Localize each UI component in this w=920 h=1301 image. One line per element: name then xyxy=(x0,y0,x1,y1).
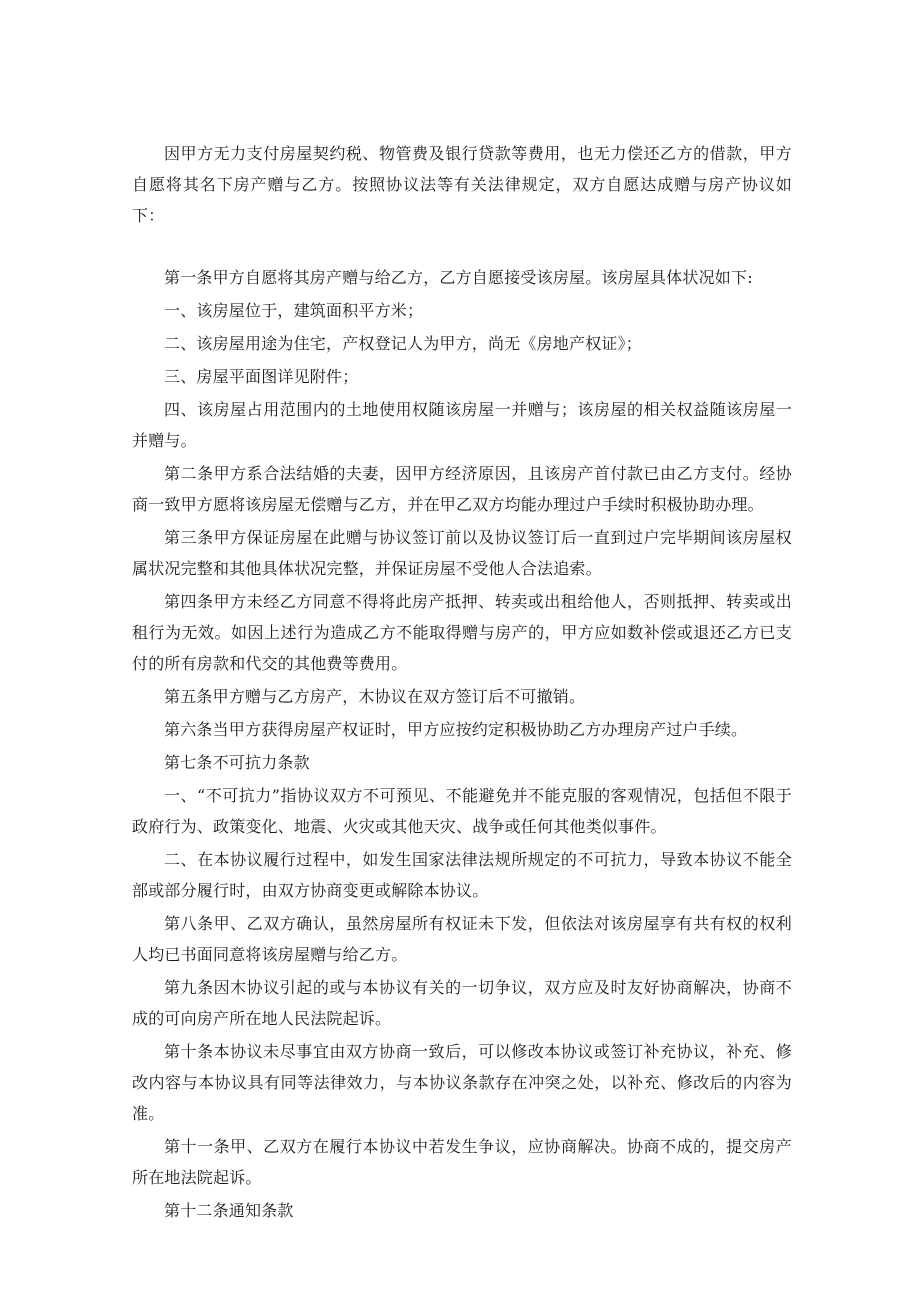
article-6: 第六条当甲方获得房屋产权证时，甲方应按约定积极协助乙方办理房产过户手续。 xyxy=(164,720,748,739)
article-12: 第十二条通知条款 xyxy=(164,1201,294,1220)
article-11: 第十一条甲、乙双方在履行本协议中若发生争议，应协商解决。协商不成的，提交房产所在地法院起诉。 xyxy=(132,1137,792,1187)
article-9: 第九条因木协议引起的或与本协议有关的一切争议，双方应及时友好协商解决，协商不成的可向房产所在地人民法院起诉。 xyxy=(132,978,792,1028)
article-1-item-3: 三、房屋平面图详见附件； xyxy=(164,367,359,386)
article-1-item-1: 一、该房屋位于，建筑面积平方米； xyxy=(164,301,424,320)
document-body xyxy=(132,138,792,1228)
article-2: 第二条甲方系合法结婚的夫妻，因甲方经济原因，且该房产首付款已由乙方支付。经协商一致甲方愿将该房屋无偿赠与乙方，并在甲乙双方均能办理过户手续时积极协助办理。 xyxy=(132,464,792,514)
article-10: 第十条本协议未尽事宜由双方协商一致后，可以修改本协议或签订补充协议，补充、修改内容与本协议具有同等法律效力，与本协议条款存在冲突之处，以补充、修改后的内容为准。 xyxy=(132,1042,792,1123)
article-3: 第三条甲方保证房屋在此赠与协议签订前以及协议签订后一直到过户完毕期间该房屋权属状况完整和其他具体状况完整，并保证房屋不受他人合法追索。 xyxy=(132,528,792,578)
article-7-item-2: 二、在本协议履行过程中，如发生国家法律法规所规定的不可抗力，导致本协议不能全部或部分履行时，由双方协商变更或解除本协议。 xyxy=(132,850,792,900)
intro-paragraph: 因甲方无力支付房屋契约税、物管费及银行贷款等费用，也无力偿还乙方的借款，甲方自愿将其名下房产赠与乙方。按照协议法等有关法律规定，双方自愿达成赠与房产协议如下： xyxy=(132,144,792,225)
article-7-item-1: 一、“不可抗力”指协议双方不可预见、不能避免并不能克服的客观情况，包括但不限于政府行为、政策变化、地震、火灾或其他天灾、战争或任何其他类似事件。 xyxy=(132,786,792,836)
article-1-item-2: 二、该房屋用途为住宅，产权登记人为甲方，尚无《房地产权证》； xyxy=(164,334,643,353)
article-1-item-4: 四、该房屋占用范围内的土地使用权随该房屋一并赠与；该房屋的相关权益随该房屋一并赠与。 xyxy=(132,400,792,450)
article-5: 第五条甲方赠与乙方房产，木协议在双方签订后不可撤销。 xyxy=(164,687,586,706)
article-7: 第七条不可抗力条款 xyxy=(164,753,310,772)
article-8: 第八条甲、乙双方确认，虽然房屋所有权证未下发，但依法对该房屋享有共有权的权利人均已书面同意将该房屋赠与给乙方。 xyxy=(132,914,792,964)
article-4: 第四条甲方未经乙方同意不得将此房产抵押、转卖或出租给他人，否则抵押、转卖或出租行为无效。如因上述行为造成乙方不能取得赠与房产的，甲方应如数补偿或退还乙方已支付的所有房款和代交的其他费等费用。 xyxy=(132,592,792,673)
article-1: 第一条甲方自愿将其房产赠与给乙方，乙方自愿接受该房屋。该房屋具体状况如下: xyxy=(164,268,753,287)
